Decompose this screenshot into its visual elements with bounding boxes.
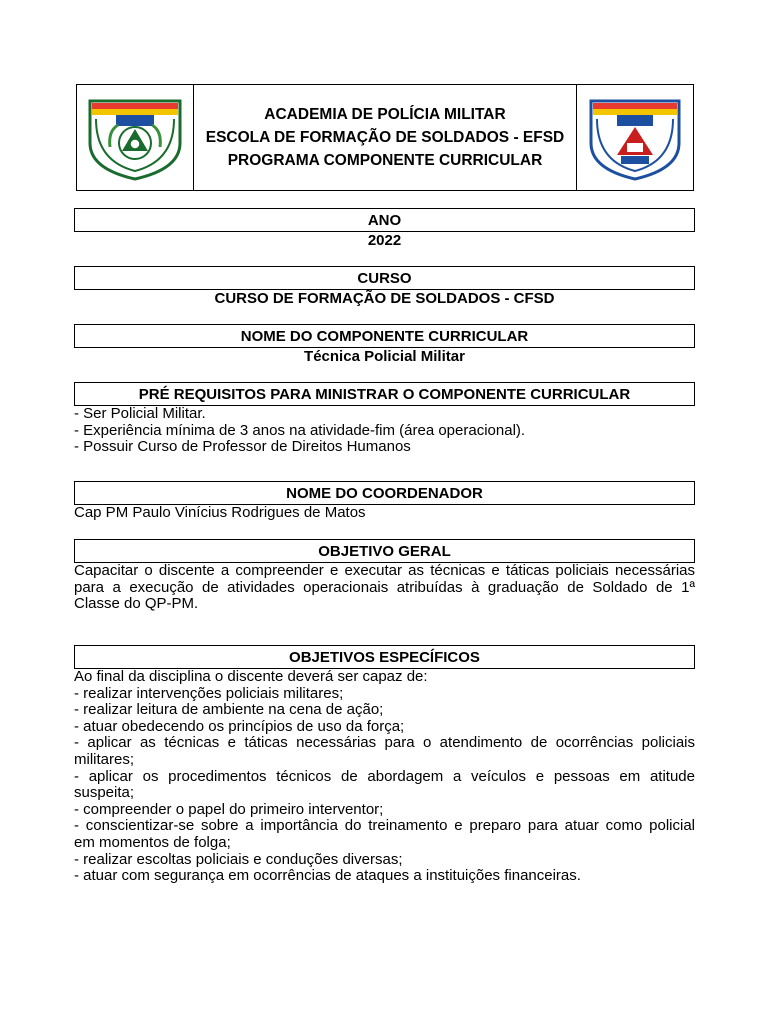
document-header	[76, 84, 694, 191]
list-item: - compreender o papel do primeiro interventor;	[74, 800, 384, 818]
paragraph-line: Classe do QP-PM.	[74, 595, 199, 613]
academy-shield-logo	[86, 95, 184, 181]
list-item: - atuar obedecendo os princípios de uso da força;	[74, 717, 405, 735]
ano-value: 2022	[367, 232, 402, 249]
list-item: - realizar escoltas policiais e conduções diversas;	[74, 850, 403, 868]
objetivo-geral-section-header: OBJETIVO GERAL	[74, 539, 695, 563]
curso-value: CURSO DE FORMAÇÃO DE SOLDADOS - CFSD	[214, 290, 555, 307]
list-item: - conscientizar-se sobre a importância do treinamento e preparo para atuar como policial	[74, 817, 695, 835]
header-titles	[194, 85, 576, 190]
curso-section-header: CURSO	[74, 266, 695, 290]
ano-section-header: ANO	[74, 208, 695, 232]
list-item: Ao final da disciplina o discente deverá ser capaz de:	[74, 668, 428, 685]
objetivo-geral-paragraph	[74, 563, 695, 613]
list-item: - aplicar os procedimentos técnicos de abordagem a veículos e pessoas em atitude	[74, 767, 695, 785]
paragraph-line: Capacitar o discente a compreender e executar as técnicas e táticas policiais necessárias	[74, 562, 695, 579]
prerequisitos-list	[74, 406, 695, 456]
componente-value: Técnica Policial Militar	[304, 348, 465, 365]
program-title: PROGRAMA COMPONENTE CURRICULAR	[227, 152, 543, 169]
componente-section-header: NOME DO COMPONENTE CURRICULAR	[74, 324, 695, 348]
list-item: - aplicar as técnicas e táticas necessárias para o atendimento de ocorrências policiais	[74, 734, 695, 752]
academy-logo-cell	[77, 85, 194, 190]
list-item: - realizar intervenções policiais militares;	[74, 684, 344, 702]
list-item: - Experiência mínima de 3 anos na atividade-fim (área operacional).	[74, 421, 526, 439]
objetivos-especificos-list	[74, 669, 695, 885]
list-item: em momentos de folga;	[74, 833, 231, 851]
list-item: - Ser Policial Militar.	[74, 405, 206, 422]
school-name: ESCOLA DE FORMAÇÃO DE SOLDADOS - EFSD	[205, 129, 565, 146]
list-item: - Possuir Curso de Professor de Direitos Humanos	[74, 438, 411, 456]
paragraph-line: para a execução de atividades operacionais atribuídas à graduação de Soldado de 1ª	[74, 578, 695, 596]
coordenador-name: Cap PM Paulo Vinícius Rodrigues de Matos	[74, 504, 366, 521]
coordenador-value	[74, 505, 695, 522]
list-item: - realizar leitura de ambiente na cena de ação;	[74, 701, 384, 719]
prerequisitos-section-header: PRÉ REQUISITOS PARA MINISTRAR O COMPONENTE CURRICULAR	[74, 382, 695, 406]
institution-name: ACADEMIA DE POLÍCIA MILITAR	[264, 106, 506, 123]
coordenador-section-header: NOME DO COORDENADOR	[74, 481, 695, 505]
objetivos-especificos-section-header: OBJETIVOS ESPECÍFICOS	[74, 645, 695, 669]
list-item: suspeita;	[74, 784, 135, 802]
list-item: militares;	[74, 750, 135, 768]
efsd-shield-logo	[587, 95, 683, 181]
efsd-logo-cell	[576, 85, 693, 190]
list-item: - atuar com segurança em ocorrências de ataques a instituições financeiras.	[74, 867, 581, 885]
